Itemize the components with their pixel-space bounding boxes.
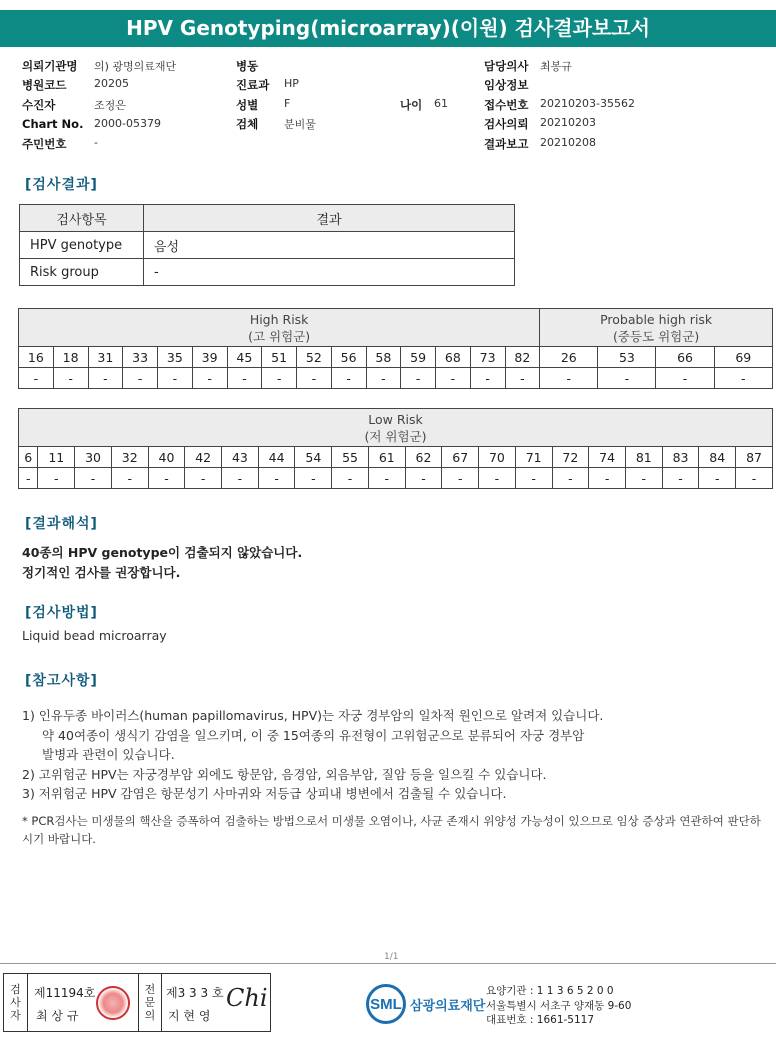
section-title-method: [검사방법] <box>25 605 98 621</box>
genotype-cell: 53 <box>598 347 656 368</box>
notes-list <box>22 706 603 804</box>
info-value: 의) 광명의료재단 <box>94 59 177 73</box>
genotype-cell: - <box>331 368 366 389</box>
org-code: 요양기관 : 1 1 3 6 5 2 0 0 <box>486 985 614 997</box>
genotype-cell: - <box>401 368 436 389</box>
genotype-cell: 83 <box>662 447 699 468</box>
specialist-license: 제3 3 3 호 <box>166 986 224 1000</box>
section-title-result: [검사결과] <box>25 177 98 193</box>
result-value: 음성 <box>144 232 515 259</box>
genotype-cell: - <box>368 468 405 489</box>
genotype-cell: 73 <box>470 347 505 368</box>
info-value: 조정은 <box>94 98 126 112</box>
info-label: 수진자 <box>22 97 56 112</box>
genotype-cell: - <box>258 468 295 489</box>
col-header-result: 결과 <box>144 205 515 232</box>
info-value: - <box>94 135 98 149</box>
footer-divider <box>0 963 776 964</box>
result-value: - <box>144 259 515 286</box>
info-value: 20210203 <box>540 116 596 130</box>
genotype-cell: 61 <box>368 447 405 468</box>
genotype-cell: 11 <box>38 447 75 468</box>
age-value: 61 <box>434 96 448 110</box>
low-risk-sub: (저 위험군) <box>364 428 427 444</box>
info-value: 분비물 <box>284 118 316 132</box>
note-item: 1) 인유두종 바이러스(human papillomavirus, HPV)는 자궁 경부암의 일차적 원인으로 알려져 있습니다. <box>22 708 604 723</box>
genotype-cell: 18 <box>53 347 88 368</box>
genotype-cell: 58 <box>366 347 401 368</box>
info-value: 20210203-35562 <box>540 96 635 110</box>
genotype-cell: 52 <box>297 347 332 368</box>
genotype-cell: - <box>185 468 222 489</box>
genotype-cell: - <box>736 468 773 489</box>
genotype-cell: 51 <box>262 347 297 368</box>
genotype-cell: 44 <box>258 447 295 468</box>
genotype-cell: - <box>540 368 598 389</box>
footnote: * PCR검사는 미생물의 핵산을 증폭하여 검출하는 방법으로서 미생물 오염이나, 사균 존재시 위양성 가능성이 있으므로 임상 증상과 연관하여 판단하시기 바랍니다. <box>22 814 761 846</box>
low-risk-header <box>19 409 773 447</box>
org-contact <box>486 984 631 1028</box>
genotype-cell: - <box>19 468 38 489</box>
genotype-cell: - <box>436 368 471 389</box>
info-label: 주민번호 <box>22 136 67 151</box>
genotype-cell: 55 <box>332 447 369 468</box>
interpretation-text <box>22 543 302 583</box>
info-value: HP <box>284 77 299 91</box>
org-logo <box>366 984 485 1024</box>
tester-name: 최 상 규 <box>36 1009 79 1023</box>
specialist-label: 전 문 의 <box>138 974 162 1031</box>
info-label: 병동 <box>236 58 259 73</box>
info-row <box>22 134 762 154</box>
genotype-cell: 33 <box>123 347 158 368</box>
probable-risk-label: Probable high risk <box>600 311 713 327</box>
genotype-row <box>19 447 773 468</box>
genotype-cell: 82 <box>505 347 540 368</box>
genotype-cell: 68 <box>436 347 471 368</box>
genotype-cell: - <box>295 468 332 489</box>
genotype-cell: - <box>222 468 259 489</box>
info-row <box>22 115 762 135</box>
genotype-cell: - <box>53 368 88 389</box>
genotype-cell: 71 <box>515 447 552 468</box>
note-item: 약 40여종이 생식기 감염을 일으키며, 이 중 15여종의 유전형이 고위험군으로 분류되어 자궁 경부암 <box>42 727 585 743</box>
result-table <box>19 204 515 286</box>
genotype-cell: - <box>552 468 589 489</box>
info-label: 성별 <box>236 97 259 112</box>
probable-risk-sub: (중등도 위험군) <box>613 328 700 344</box>
info-label: 결과보고 <box>484 136 529 151</box>
info-row <box>22 95 762 115</box>
signature: Chi <box>226 984 268 1012</box>
section-title-interpretation: [결과해석] <box>25 516 98 532</box>
info-value: F <box>284 96 291 110</box>
genotype-cell: 30 <box>75 447 112 468</box>
genotype-row <box>19 347 773 368</box>
genotype-cell: 43 <box>222 447 259 468</box>
table-row <box>20 232 515 259</box>
genotype-cell: - <box>662 468 699 489</box>
genotype-cell: 74 <box>589 447 626 468</box>
genotype-cell: - <box>192 368 227 389</box>
info-label: 진료과 <box>236 78 270 93</box>
genotype-cell: - <box>148 468 185 489</box>
page-number: 1/1 <box>384 952 399 962</box>
info-label: 접수번호 <box>484 97 529 112</box>
col-header-item: 검사항목 <box>20 205 144 232</box>
genotype-cell: 66 <box>656 347 714 368</box>
genotype-cell: - <box>123 368 158 389</box>
genotype-cell: - <box>479 468 516 489</box>
genotype-cell: 69 <box>714 347 772 368</box>
genotype-cell: 54 <box>295 447 332 468</box>
genotype-cell: 40 <box>148 447 185 468</box>
info-value: 최봉규 <box>540 59 572 73</box>
seal-stamp-icon <box>96 986 130 1020</box>
genotype-cell: 67 <box>442 447 479 468</box>
genotype-cell: - <box>589 468 626 489</box>
report-title: HPV Genotyping(microarray)(이원) 검사결과보고서 <box>0 10 776 47</box>
info-label: 의뢰기관명 <box>22 58 78 73</box>
genotype-cell: 87 <box>736 447 773 468</box>
genotype-cell: 39 <box>192 347 227 368</box>
genotype-cell: - <box>19 368 54 389</box>
result-item: HPV genotype <box>20 232 144 259</box>
tester-label: 검 사 자 <box>4 974 28 1031</box>
high-risk-table <box>18 308 773 389</box>
tester-license: 제11194호 <box>34 986 96 1000</box>
info-label: 임상정보 <box>484 78 529 93</box>
interpretation-line: 정기적인 검사를 권장합니다. <box>22 565 181 580</box>
sml-logo-icon: SML <box>366 984 406 1024</box>
info-label: 검사의뢰 <box>484 117 529 132</box>
high-risk-label: High Risk <box>249 311 309 327</box>
genotype-cell: 45 <box>227 347 262 368</box>
genotype-cell: - <box>470 368 505 389</box>
genotype-cell: - <box>297 368 332 389</box>
patient-info <box>22 56 762 154</box>
specialist-name: 지 현 영 <box>168 1009 211 1023</box>
org-name: 삼광의료재단 <box>410 998 486 1014</box>
genotype-cell: - <box>699 468 736 489</box>
org-address: 서울특별시 서초구 양재동 9-60 <box>486 999 632 1012</box>
high-risk-sub: (고 위험군) <box>248 328 311 344</box>
info-label: 병원코드 <box>22 78 67 93</box>
info-label: Chart No. <box>22 117 84 132</box>
genotype-cell: 16 <box>19 347 54 368</box>
low-risk-label: Low Risk <box>368 411 423 427</box>
note-item: 2) 고위험군 HPV는 자궁경부암 외에도 항문암, 음경암, 외음부암, 질암 등을 일으킬 수 있습니다. <box>22 766 547 782</box>
info-row <box>22 56 762 76</box>
genotype-cell: - <box>442 468 479 489</box>
interpretation-line: 40종의 HPV genotype이 검출되지 않았습니다. <box>22 545 303 560</box>
genotype-cell: 62 <box>405 447 442 468</box>
genotype-cell: - <box>75 468 112 489</box>
genotype-cell: 42 <box>185 447 222 468</box>
note-item: 발병과 관련이 있습니다. <box>42 747 175 762</box>
info-label: 검체 <box>236 117 259 132</box>
genotype-cell: 59 <box>401 347 436 368</box>
genotype-cell: - <box>405 468 442 489</box>
signature-box <box>3 973 271 1032</box>
genotype-cell: - <box>262 368 297 389</box>
age-label: 나이 <box>400 97 423 112</box>
genotype-cell: 6 <box>19 447 38 468</box>
genotype-cell: - <box>656 368 714 389</box>
info-row <box>22 76 762 96</box>
genotype-cell: - <box>505 368 540 389</box>
method-text: Liquid bead microarray <box>22 628 167 643</box>
info-value: 2000-05379 <box>94 117 161 131</box>
info-label: 담당의사 <box>484 58 529 73</box>
genotype-cell: - <box>227 368 262 389</box>
genotype-cell: 72 <box>552 447 589 468</box>
genotype-cell: - <box>366 368 401 389</box>
genotype-result-row <box>19 368 773 389</box>
note-item: 3) 저위험군 HPV 감염은 항문성기 사마귀와 저등급 상피내 병변에서 검출될 수 있습니다. <box>22 786 507 801</box>
genotype-cell: 31 <box>88 347 123 368</box>
section-title-notes: [참고사항] <box>25 673 98 689</box>
genotype-cell: - <box>625 468 662 489</box>
high-risk-header <box>19 309 540 347</box>
genotype-cell: - <box>515 468 552 489</box>
genotype-cell: 26 <box>540 347 598 368</box>
genotype-cell: - <box>158 368 193 389</box>
genotype-cell: 35 <box>158 347 193 368</box>
genotype-cell: - <box>714 368 772 389</box>
genotype-cell: - <box>38 468 75 489</box>
genotype-cell: - <box>88 368 123 389</box>
genotype-cell: 32 <box>111 447 148 468</box>
genotype-cell: - <box>598 368 656 389</box>
info-value: 20205 <box>94 77 129 91</box>
low-risk-table <box>18 408 773 489</box>
genotype-cell: 70 <box>479 447 516 468</box>
probable-risk-header <box>540 309 773 347</box>
genotype-result-row <box>19 468 773 489</box>
genotype-cell: 81 <box>625 447 662 468</box>
genotype-cell: 56 <box>331 347 366 368</box>
info-value: 20210208 <box>540 135 596 149</box>
org-phone: 대표번호 : 1661-5117 <box>486 1014 595 1026</box>
result-item: Risk group <box>20 259 144 286</box>
genotype-cell: 84 <box>699 447 736 468</box>
table-row <box>20 259 515 286</box>
genotype-cell: - <box>332 468 369 489</box>
genotype-cell: - <box>111 468 148 489</box>
